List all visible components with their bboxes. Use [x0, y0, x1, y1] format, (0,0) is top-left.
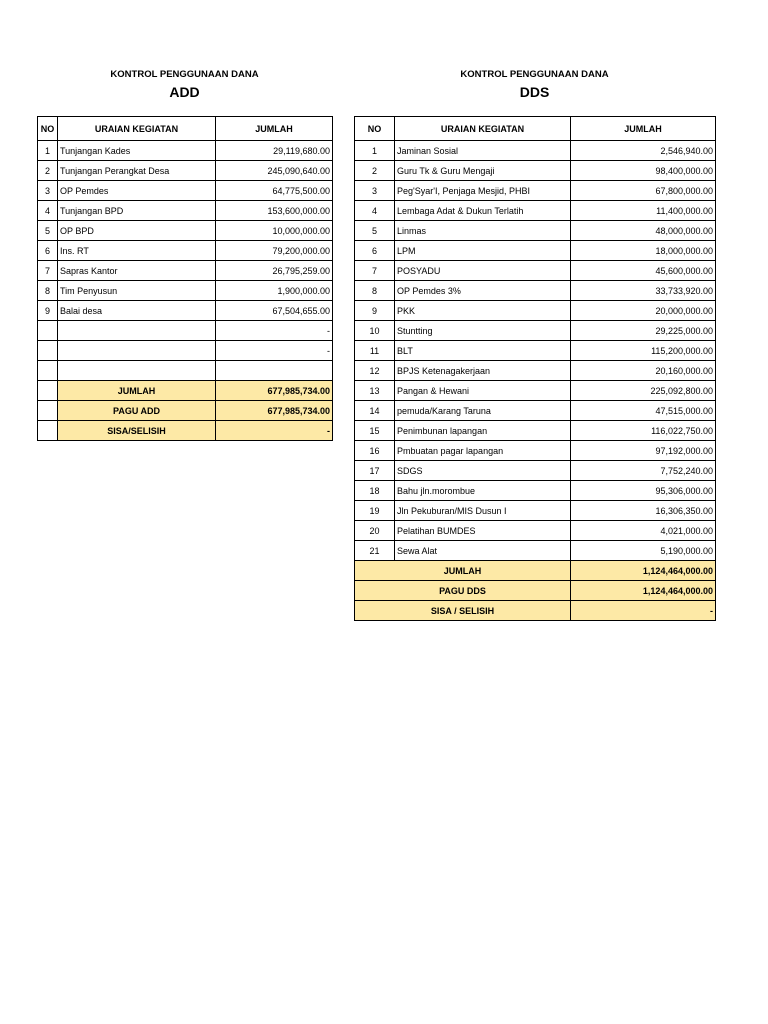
table-row	[355, 301, 716, 321]
row-jumlah: 18,000,000.00	[571, 241, 716, 261]
table-row	[355, 421, 716, 441]
row-jumlah: 153,600,000.00	[216, 201, 333, 221]
row-no: 5	[355, 221, 395, 241]
row-no: 6	[38, 241, 58, 261]
table-row	[355, 461, 716, 481]
row-uraian: Lembaga Adat & Dukun Terlatih	[395, 201, 571, 221]
row-no: 13	[355, 381, 395, 401]
row-jumlah: 67,504,655.00	[216, 301, 333, 321]
row-no: 3	[355, 181, 395, 201]
table-row	[355, 341, 716, 361]
row-uraian: Guru Tk & Guru Mengaji	[395, 161, 571, 181]
row-jumlah: 20,000,000.00	[571, 301, 716, 321]
table-row	[355, 201, 716, 221]
header-jumlah: JUMLAH	[216, 117, 333, 141]
row-uraian: Sewa Alat	[395, 541, 571, 561]
row-jumlah: 116,022,750.00	[571, 421, 716, 441]
dds-title: DDS	[519, 84, 550, 100]
row-no: 3	[38, 181, 58, 201]
row-no: 18	[355, 481, 395, 501]
row-jumlah: 245,090,640.00	[216, 161, 333, 181]
row-jumlah: 95,306,000.00	[571, 481, 716, 501]
header-jumlah: JUMLAH	[571, 117, 716, 141]
row-uraian: Linmas	[395, 221, 571, 241]
add-header-row	[38, 117, 333, 141]
row-jumlah: 98,400,000.00	[571, 161, 716, 181]
row-uraian: BLT	[395, 341, 571, 361]
row-jumlah: 7,752,240.00	[571, 461, 716, 481]
row-jumlah: 64,775,500.00	[216, 181, 333, 201]
row-uraian: Pangan & Hewani	[395, 381, 571, 401]
dds-title-small: KONTROL PENGGUNAAN DANA	[460, 69, 609, 80]
table-row	[355, 261, 716, 281]
row-uraian: Tunjangan Perangkat Desa	[58, 161, 216, 181]
table-row	[38, 181, 333, 201]
row-jumlah: 26,795,259.00	[216, 261, 333, 281]
table-row	[355, 381, 716, 401]
row-uraian: OP Pemdes	[58, 181, 216, 201]
dds-table	[354, 116, 716, 621]
row-jumlah: 225,092,800.00	[571, 381, 716, 401]
row-jumlah: 115,200,000.00	[571, 341, 716, 361]
row-no: 8	[38, 281, 58, 301]
row-no: 1	[38, 141, 58, 161]
table-row	[355, 401, 716, 421]
table-row	[38, 321, 333, 341]
row-no: 12	[355, 361, 395, 381]
row-no: 9	[355, 301, 395, 321]
row-no: 11	[355, 341, 395, 361]
header-no: NO	[355, 117, 395, 141]
row-no: 16	[355, 441, 395, 461]
summary-row	[38, 421, 333, 441]
row-jumlah: 4,021,000.00	[571, 521, 716, 541]
table-row	[38, 261, 333, 281]
row-no: 7	[38, 261, 58, 281]
row-jumlah: 1,900,000.00	[216, 281, 333, 301]
row-no: 15	[355, 421, 395, 441]
row-no: 17	[355, 461, 395, 481]
row-no: 1	[355, 141, 395, 161]
row-jumlah: 67,800,000.00	[571, 181, 716, 201]
table-row	[355, 161, 716, 181]
table-row	[355, 181, 716, 201]
table-row	[355, 221, 716, 241]
row-jumlah	[216, 361, 333, 381]
row-uraian: Ins. RT	[58, 241, 216, 261]
summary-row	[38, 401, 333, 421]
row-jumlah: 45,600,000.00	[571, 261, 716, 281]
table-row	[38, 161, 333, 181]
row-uraian: POSYADU	[395, 261, 571, 281]
table-row	[38, 141, 333, 161]
add-section	[37, 68, 332, 441]
summary-blank	[38, 421, 58, 441]
dds-header-row	[355, 117, 716, 141]
row-uraian: Bahu jln.morombue	[395, 481, 571, 501]
row-jumlah: 29,225,000.00	[571, 321, 716, 341]
table-row	[38, 281, 333, 301]
header-uraian: URAIAN KEGIATAN	[58, 117, 216, 141]
add-title-small: KONTROL PENGGUNAAN DANA	[110, 69, 259, 80]
row-no	[38, 321, 58, 341]
row-uraian: Tim Penyusun	[58, 281, 216, 301]
row-no: 4	[355, 201, 395, 221]
row-jumlah: 33,733,920.00	[571, 281, 716, 301]
row-jumlah: 20,160,000.00	[571, 361, 716, 381]
row-no	[38, 361, 58, 381]
row-jumlah: 2,546,940.00	[571, 141, 716, 161]
row-uraian: Penimbunan lapangan	[395, 421, 571, 441]
summary-row	[355, 561, 716, 581]
table-row	[38, 361, 333, 381]
row-uraian: OP BPD	[58, 221, 216, 241]
row-uraian: LPM	[395, 241, 571, 261]
summary-value: 1,124,464,000.00	[571, 561, 716, 581]
table-row	[355, 521, 716, 541]
table-row	[38, 301, 333, 321]
summary-value: 677,985,734.00	[216, 401, 333, 421]
row-uraian: Pmbuatan pagar lapangan	[395, 441, 571, 461]
header-uraian: URAIAN KEGIATAN	[395, 117, 571, 141]
row-jumlah: -	[216, 321, 333, 341]
row-uraian: BPJS Ketenagakerjaan	[395, 361, 571, 381]
summary-value: -	[216, 421, 333, 441]
summary-label: SISA/SELISIH	[58, 421, 216, 441]
row-jumlah: 79,200,000.00	[216, 241, 333, 261]
row-uraian: OP Pemdes 3%	[395, 281, 571, 301]
row-uraian	[58, 361, 216, 381]
row-uraian	[58, 341, 216, 361]
table-row	[38, 341, 333, 361]
row-uraian: Balai desa	[58, 301, 216, 321]
table-row	[355, 321, 716, 341]
table-row	[355, 501, 716, 521]
row-no	[38, 341, 58, 361]
table-row	[355, 361, 716, 381]
summary-label: PAGU ADD	[58, 401, 216, 421]
row-no: 21	[355, 541, 395, 561]
row-no: 6	[355, 241, 395, 261]
header-no: NO	[38, 117, 58, 141]
row-jumlah: 47,515,000.00	[571, 401, 716, 421]
row-jumlah: 16,306,350.00	[571, 501, 716, 521]
summary-row	[355, 601, 716, 621]
table-row	[355, 481, 716, 501]
summary-row	[38, 381, 333, 401]
row-jumlah: -	[216, 341, 333, 361]
row-no: 9	[38, 301, 58, 321]
summary-value: 1,124,464,000.00	[571, 581, 716, 601]
table-row	[355, 141, 716, 161]
row-no: 7	[355, 261, 395, 281]
row-uraian: Jaminan Sosial	[395, 141, 571, 161]
row-no: 2	[38, 161, 58, 181]
dds-section	[354, 68, 715, 621]
row-uraian: Jln Pekuburan/MIS Dusun I	[395, 501, 571, 521]
row-uraian: Tunjangan Kades	[58, 141, 216, 161]
row-jumlah: 10,000,000.00	[216, 221, 333, 241]
row-uraian: Stuntting	[395, 321, 571, 341]
row-no: 10	[355, 321, 395, 341]
row-uraian: Peg'Syar'I, Penjaga Mesjid, PHBI	[395, 181, 571, 201]
table-row	[355, 241, 716, 261]
table-row	[38, 221, 333, 241]
row-no: 20	[355, 521, 395, 541]
summary-label: JUMLAH	[58, 381, 216, 401]
table-row	[38, 241, 333, 261]
row-uraian: Tunjangan BPD	[58, 201, 216, 221]
row-no: 2	[355, 161, 395, 181]
summary-label: SISA / SELISIH	[355, 601, 571, 621]
row-uraian: Sapras Kantor	[58, 261, 216, 281]
summary-value: -	[571, 601, 716, 621]
summary-blank	[38, 401, 58, 421]
summary-value: 677,985,734.00	[216, 381, 333, 401]
summary-blank	[38, 381, 58, 401]
row-jumlah: 11,400,000.00	[571, 201, 716, 221]
row-jumlah: 48,000,000.00	[571, 221, 716, 241]
summary-label: PAGU DDS	[355, 581, 571, 601]
row-jumlah: 5,190,000.00	[571, 541, 716, 561]
add-title: ADD	[169, 84, 200, 100]
row-uraian: pemuda/Karang Taruna	[395, 401, 571, 421]
table-row	[355, 441, 716, 461]
row-uraian: SDGS	[395, 461, 571, 481]
row-jumlah: 29,119,680.00	[216, 141, 333, 161]
add-table	[37, 116, 333, 441]
summary-label: JUMLAH	[355, 561, 571, 581]
row-uraian: Pelatihan BUMDES	[395, 521, 571, 541]
row-no: 8	[355, 281, 395, 301]
row-jumlah: 97,192,000.00	[571, 441, 716, 461]
row-no: 4	[38, 201, 58, 221]
row-uraian	[58, 321, 216, 341]
row-uraian: PKK	[395, 301, 571, 321]
row-no: 5	[38, 221, 58, 241]
table-row	[355, 281, 716, 301]
row-no: 19	[355, 501, 395, 521]
table-row	[355, 541, 716, 561]
row-no: 14	[355, 401, 395, 421]
table-row	[38, 201, 333, 221]
summary-row	[355, 581, 716, 601]
